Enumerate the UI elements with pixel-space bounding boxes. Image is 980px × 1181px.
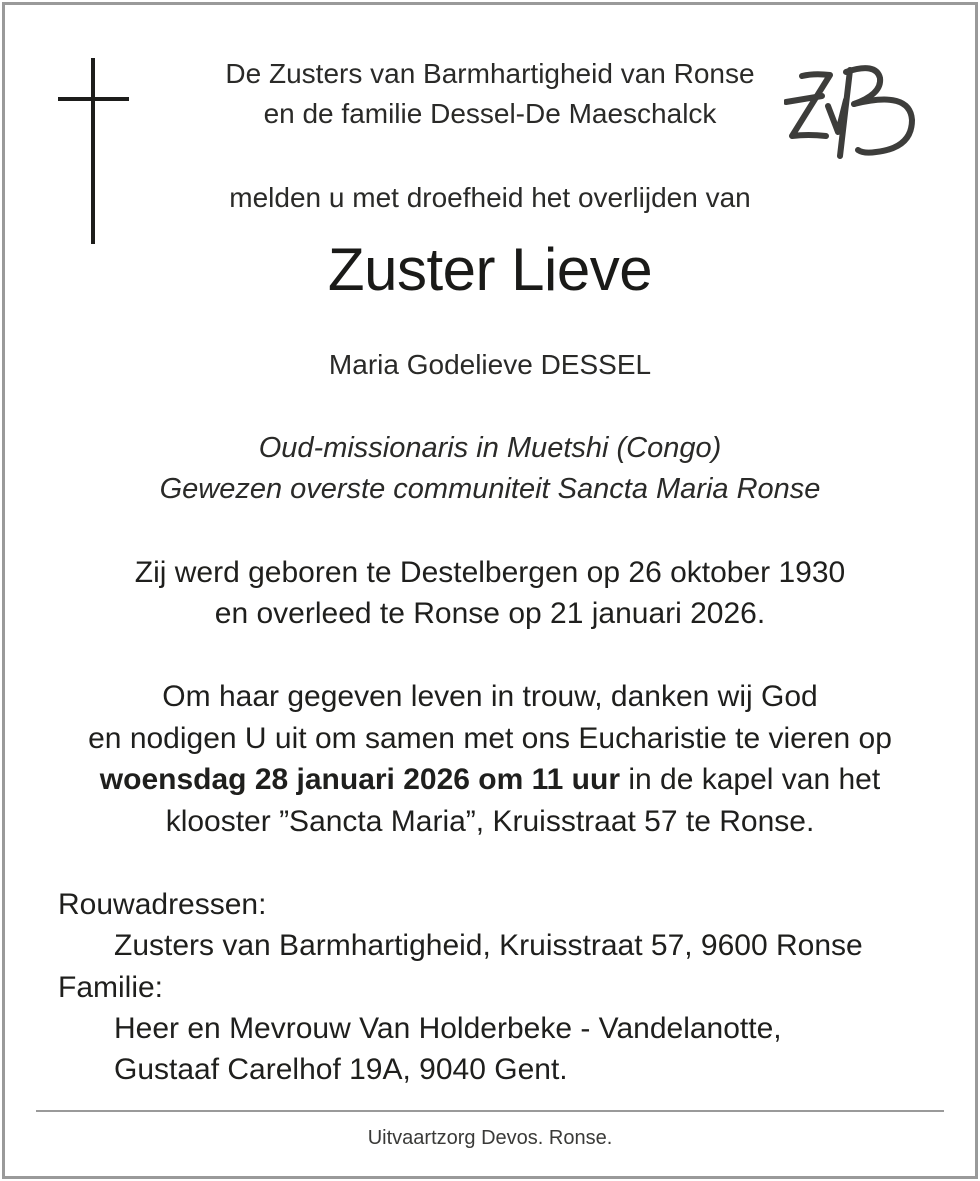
header-line-2: en de familie Dessel-De Maeschalck [263, 98, 717, 129]
role-line-1: Oud-missionaris in Muetshi (Congo) [258, 432, 722, 464]
role-line-2: Gewezen overste communiteit Sancta Maria Ronse [159, 473, 821, 505]
announcement: melden u met droefheid het overlijden van [229, 182, 751, 213]
family-address-line-2: Gustaaf Carelhof 19A, 9040 Gent. [114, 1053, 568, 1086]
funeral-home: Uitvaartzorg Devos. Ronse. [367, 1127, 613, 1149]
service-line-4: klooster ”Sancta Maria”, Kruisstraat 57 te Ronse. [165, 805, 815, 838]
footer-divider [36, 1110, 944, 1112]
addresses-heading: Rouwadressen: [58, 888, 267, 921]
service-location-start: in de kapel van het [620, 763, 881, 796]
service-line-3 [0, 763, 980, 797]
header-line-1: De Zusters van Barmhartigheid van Ronse [225, 58, 755, 89]
address-sisters: Zusters van Barmhartigheid, Kruisstraat 57, 9600 Ronse [114, 929, 863, 962]
service-date: woensdag 28 januari 2026 om 11 uur [99, 763, 621, 796]
family-label: Familie: [58, 971, 164, 1004]
life-line-1: Zij werd geboren te Destelbergen op 26 oktober 1930 [134, 556, 846, 589]
deceased-title-name: Zuster Lieve [327, 236, 653, 303]
service-line-1: Om haar gegeven leven in trouw, danken wij God [162, 680, 818, 713]
life-line-2: en overleed te Ronse op 21 januari 2026. [214, 597, 766, 630]
service-line-2: en nodigen U uit om samen met ons Eucharistie te vieren op [88, 722, 892, 755]
family-address-line-1: Heer en Mevrouw Van Holderbeke - Vandelanotte, [114, 1012, 782, 1045]
deceased-full-name: Maria Godelieve DESSEL [328, 349, 652, 380]
